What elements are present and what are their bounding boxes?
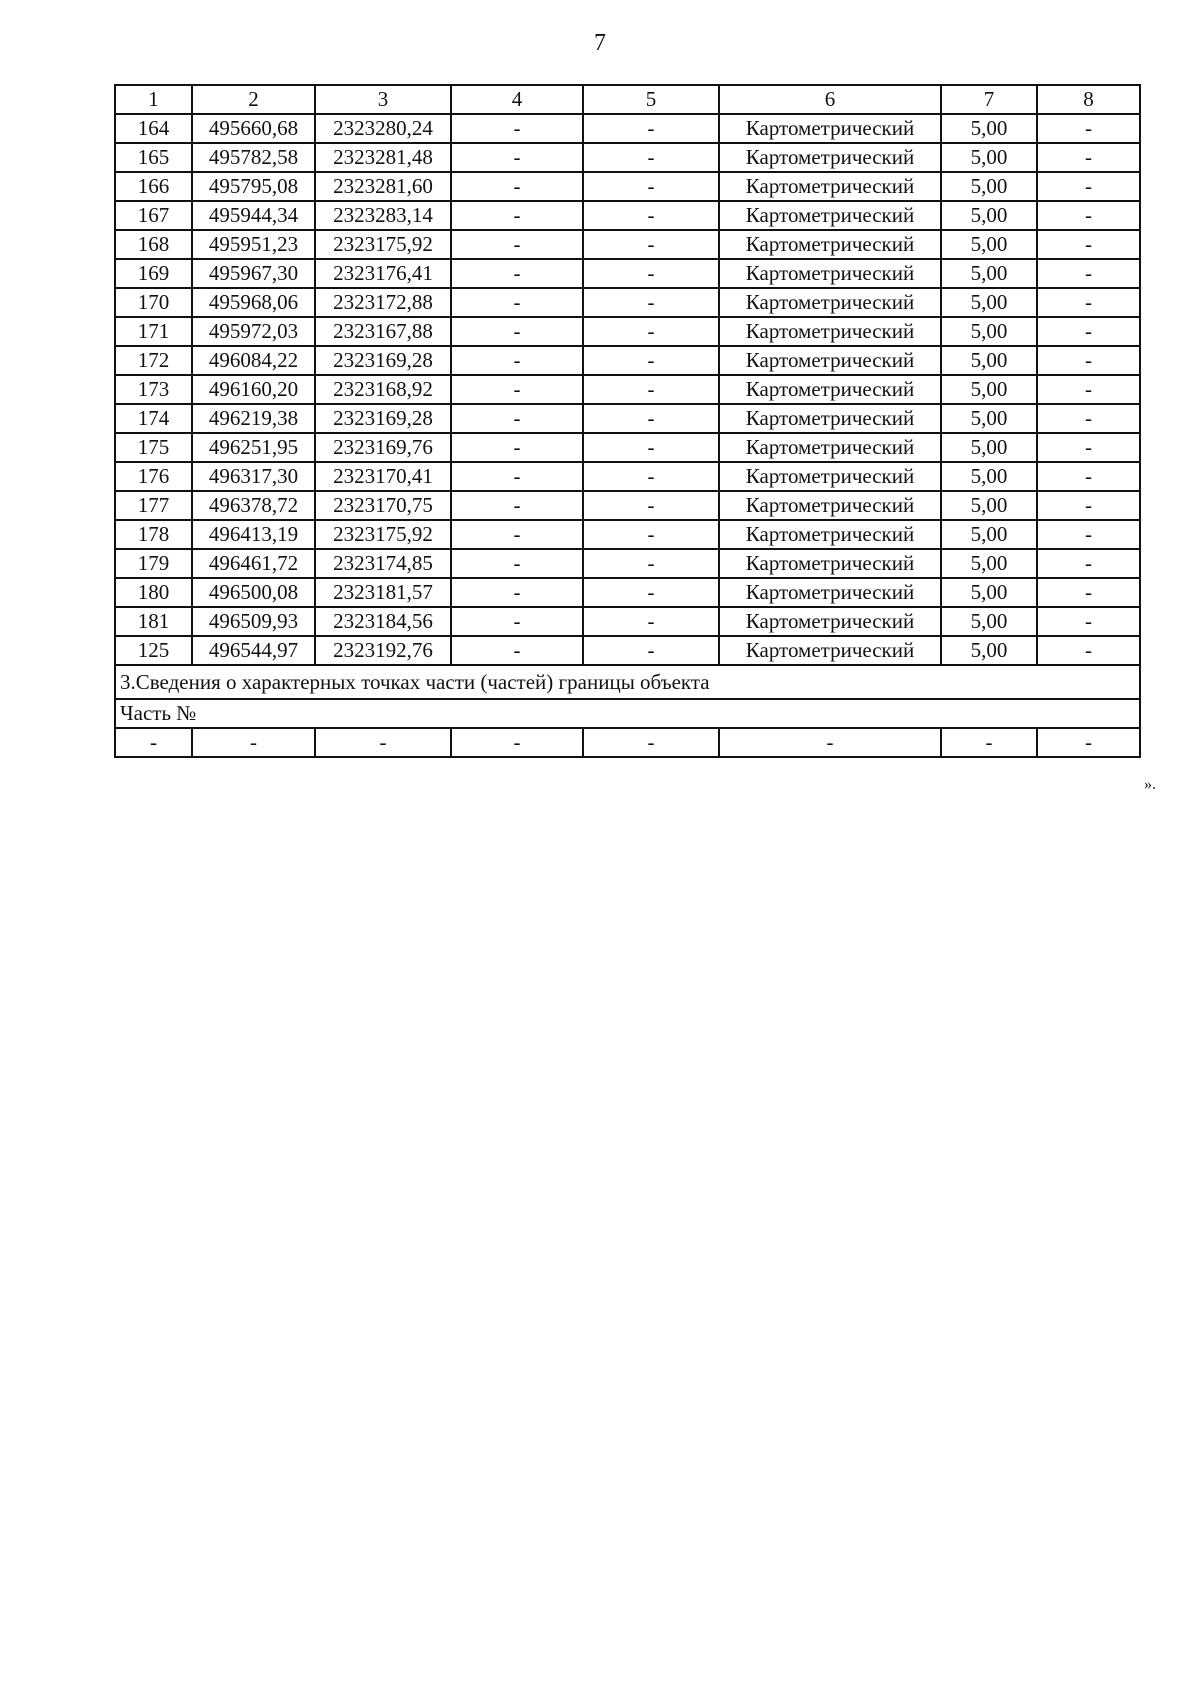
table-cell: 495795,08 (192, 172, 315, 201)
table-cell: - (1037, 317, 1140, 346)
table-cell: 2323176,41 (315, 259, 451, 288)
table-cell: 5,00 (941, 607, 1037, 636)
table-cell: 5,00 (941, 288, 1037, 317)
table-cell: 495951,23 (192, 230, 315, 259)
table-cell: - (451, 172, 583, 201)
table-cell: 496500,08 (192, 578, 315, 607)
table-cell: - (1037, 578, 1140, 607)
table-row (115, 346, 1140, 375)
table-cell: 5,00 (941, 433, 1037, 462)
table-cell: - (451, 520, 583, 549)
table-cell: - (1037, 230, 1140, 259)
table-cell: - (583, 259, 719, 288)
table-cell: 2323181,57 (315, 578, 451, 607)
table-cell: 164 (115, 114, 192, 143)
table-cell: Картометрический (719, 549, 941, 578)
table-cell: - (1037, 607, 1140, 636)
table-cell: 5,00 (941, 375, 1037, 404)
closing-quote: ». (1144, 776, 1156, 793)
table-cell: 1 (115, 85, 192, 114)
table-cell: Картометрический (719, 201, 941, 230)
table-cell: Картометрический (719, 462, 941, 491)
section-title: 3.Сведения о характерных точках части (частей) границы объекта (115, 665, 1140, 699)
table-cell: - (583, 346, 719, 375)
table-cell: Картометрический (719, 375, 941, 404)
part-label: Часть № (115, 699, 1140, 728)
table-cell: 173 (115, 375, 192, 404)
table-row (115, 520, 1140, 549)
table-cell: - (451, 433, 583, 462)
table-cell: - (451, 114, 583, 143)
table-cell: - (1037, 462, 1140, 491)
coordinates-table (114, 84, 1141, 758)
table-cell: - (1037, 728, 1140, 757)
table-cell: - (583, 375, 719, 404)
table-body (115, 85, 1140, 757)
table-cell: 5,00 (941, 404, 1037, 433)
page-number: 7 (594, 30, 606, 56)
table-cell: - (941, 728, 1037, 757)
table-cell: Картометрический (719, 317, 941, 346)
table-cell: - (451, 404, 583, 433)
table-cell: Картометрический (719, 114, 941, 143)
table-cell: - (583, 288, 719, 317)
table-cell: - (583, 607, 719, 636)
table-row (115, 462, 1140, 491)
table-cell: Картометрический (719, 607, 941, 636)
table-cell: - (451, 230, 583, 259)
table-cell: - (1037, 520, 1140, 549)
table-cell: Картометрический (719, 172, 941, 201)
table-cell: 5,00 (941, 491, 1037, 520)
table-cell: 495972,03 (192, 317, 315, 346)
table-cell: 5,00 (941, 259, 1037, 288)
table-cell: 6 (719, 85, 941, 114)
table-cell: 174 (115, 404, 192, 433)
table-cell: 2323280,24 (315, 114, 451, 143)
table-cell: - (451, 259, 583, 288)
table-row (115, 114, 1140, 143)
table-cell: 496378,72 (192, 491, 315, 520)
table-cell: - (583, 728, 719, 757)
table-cell: 175 (115, 433, 192, 462)
table-cell: 495967,30 (192, 259, 315, 288)
table-cell: - (451, 607, 583, 636)
table-row (115, 259, 1140, 288)
table-cell: - (583, 549, 719, 578)
table-cell: Картометрический (719, 230, 941, 259)
table-row (115, 288, 1140, 317)
table-cell: - (1037, 433, 1140, 462)
table-cell: 5,00 (941, 201, 1037, 230)
table-cell: 170 (115, 288, 192, 317)
table-row (115, 607, 1140, 636)
table-cell: 8 (1037, 85, 1140, 114)
table-row (115, 549, 1140, 578)
table-cell: 2323281,48 (315, 143, 451, 172)
section-title-row (115, 665, 1140, 699)
part-label-row (115, 699, 1140, 728)
table-cell: - (1037, 259, 1140, 288)
table-cell: 5,00 (941, 462, 1037, 491)
table-cell: 2323168,92 (315, 375, 451, 404)
table-cell: - (451, 201, 583, 230)
table-cell: 2323175,92 (315, 230, 451, 259)
table-cell: - (1037, 143, 1140, 172)
table-cell: - (1037, 201, 1140, 230)
table-cell: - (451, 491, 583, 520)
table-cell: - (192, 728, 315, 757)
table-cell: 7 (941, 85, 1037, 114)
table-cell: 5,00 (941, 230, 1037, 259)
table-cell: 2323281,60 (315, 172, 451, 201)
table-cell: - (451, 728, 583, 757)
table-cell: 5,00 (941, 143, 1037, 172)
table-cell: 2323184,56 (315, 607, 451, 636)
table-cell: 496219,38 (192, 404, 315, 433)
table-cell: 496461,72 (192, 549, 315, 578)
table-cell: 2323192,76 (315, 636, 451, 665)
table-cell: - (1037, 114, 1140, 143)
table-cell: 5,00 (941, 549, 1037, 578)
table-cell: 169 (115, 259, 192, 288)
table-cell: - (583, 433, 719, 462)
table-cell: 5,00 (941, 114, 1037, 143)
table-cell: - (583, 317, 719, 346)
table-cell: 495944,34 (192, 201, 315, 230)
table-cell: - (583, 404, 719, 433)
table-cell: 2323169,76 (315, 433, 451, 462)
table-row (115, 201, 1140, 230)
table-cell: 2323169,28 (315, 346, 451, 375)
table-cell: 2323175,92 (315, 520, 451, 549)
table-cell: 496317,30 (192, 462, 315, 491)
coordinates-table-container (114, 84, 1139, 758)
table-cell: - (451, 288, 583, 317)
table-cell: - (451, 375, 583, 404)
table-cell: 165 (115, 143, 192, 172)
table-cell: - (583, 143, 719, 172)
table-cell: - (1037, 346, 1140, 375)
table-cell: 2323172,88 (315, 288, 451, 317)
table-cell: 2323169,28 (315, 404, 451, 433)
table-cell: 4 (451, 85, 583, 114)
table-empty-row (115, 728, 1140, 757)
table-cell: - (583, 520, 719, 549)
table-cell: 172 (115, 346, 192, 375)
table-cell: 496509,93 (192, 607, 315, 636)
table-cell: - (583, 172, 719, 201)
table-row (115, 404, 1140, 433)
table-cell: 496544,97 (192, 636, 315, 665)
table-cell: Картометрический (719, 578, 941, 607)
table-cell: 2323170,75 (315, 491, 451, 520)
table-cell: - (451, 549, 583, 578)
table-cell: 2323283,14 (315, 201, 451, 230)
table-cell: 5 (583, 85, 719, 114)
table-cell: - (451, 636, 583, 665)
table-cell: 3 (315, 85, 451, 114)
table-cell: - (1037, 491, 1140, 520)
table-cell: - (1037, 636, 1140, 665)
table-cell: 179 (115, 549, 192, 578)
table-cell: 5,00 (941, 317, 1037, 346)
table-cell: 5,00 (941, 578, 1037, 607)
table-cell: - (719, 728, 941, 757)
table-cell: - (451, 346, 583, 375)
table-cell: - (315, 728, 451, 757)
table-cell: 496251,95 (192, 433, 315, 462)
table-cell: - (451, 462, 583, 491)
table-cell: - (583, 462, 719, 491)
table-row (115, 230, 1140, 259)
table-cell: Картометрический (719, 143, 941, 172)
table-cell: 5,00 (941, 520, 1037, 549)
table-cell: 177 (115, 491, 192, 520)
table-row (115, 375, 1140, 404)
table-cell: 180 (115, 578, 192, 607)
table-cell: - (451, 578, 583, 607)
table-cell: 168 (115, 230, 192, 259)
table-cell: - (583, 201, 719, 230)
table-cell: - (583, 114, 719, 143)
table-cell: - (583, 578, 719, 607)
table-cell: 496160,20 (192, 375, 315, 404)
table-cell: - (583, 230, 719, 259)
table-cell: 495968,06 (192, 288, 315, 317)
table-cell: 2 (192, 85, 315, 114)
table-cell: 167 (115, 201, 192, 230)
table-cell: 125 (115, 636, 192, 665)
table-cell: 495782,58 (192, 143, 315, 172)
table-cell: 181 (115, 607, 192, 636)
table-cell: 496084,22 (192, 346, 315, 375)
table-row (115, 172, 1140, 201)
table-cell: - (1037, 288, 1140, 317)
table-cell: Картометрический (719, 491, 941, 520)
table-row (115, 578, 1140, 607)
table-cell: - (1037, 549, 1140, 578)
table-cell: 5,00 (941, 346, 1037, 375)
table-cell: - (1037, 172, 1140, 201)
table-cell: - (115, 728, 192, 757)
table-row (115, 491, 1140, 520)
table-cell: 5,00 (941, 172, 1037, 201)
table-cell: Картометрический (719, 636, 941, 665)
table-cell: 495660,68 (192, 114, 315, 143)
table-row (115, 433, 1140, 462)
table-cell: 178 (115, 520, 192, 549)
table-cell: 171 (115, 317, 192, 346)
table-cell: Картометрический (719, 404, 941, 433)
table-row (115, 143, 1140, 172)
table-cell: 2323170,41 (315, 462, 451, 491)
table-cell: - (583, 636, 719, 665)
table-cell: Картометрический (719, 433, 941, 462)
table-cell: Картометрический (719, 346, 941, 375)
table-cell: 2323167,88 (315, 317, 451, 346)
table-cell: - (1037, 375, 1140, 404)
table-cell: 496413,19 (192, 520, 315, 549)
table-cell: - (583, 491, 719, 520)
table-cell: 176 (115, 462, 192, 491)
table-row (115, 636, 1140, 665)
table-cell: 2323174,85 (315, 549, 451, 578)
table-cell: Картометрический (719, 288, 941, 317)
table-cell: Картометрический (719, 520, 941, 549)
table-cell: 5,00 (941, 636, 1037, 665)
table-cell: Картометрический (719, 259, 941, 288)
table-row (115, 317, 1140, 346)
table-cell: - (451, 317, 583, 346)
table-cell: - (1037, 404, 1140, 433)
table-header-row (115, 85, 1140, 114)
table-cell: - (451, 143, 583, 172)
table-cell: 166 (115, 172, 192, 201)
